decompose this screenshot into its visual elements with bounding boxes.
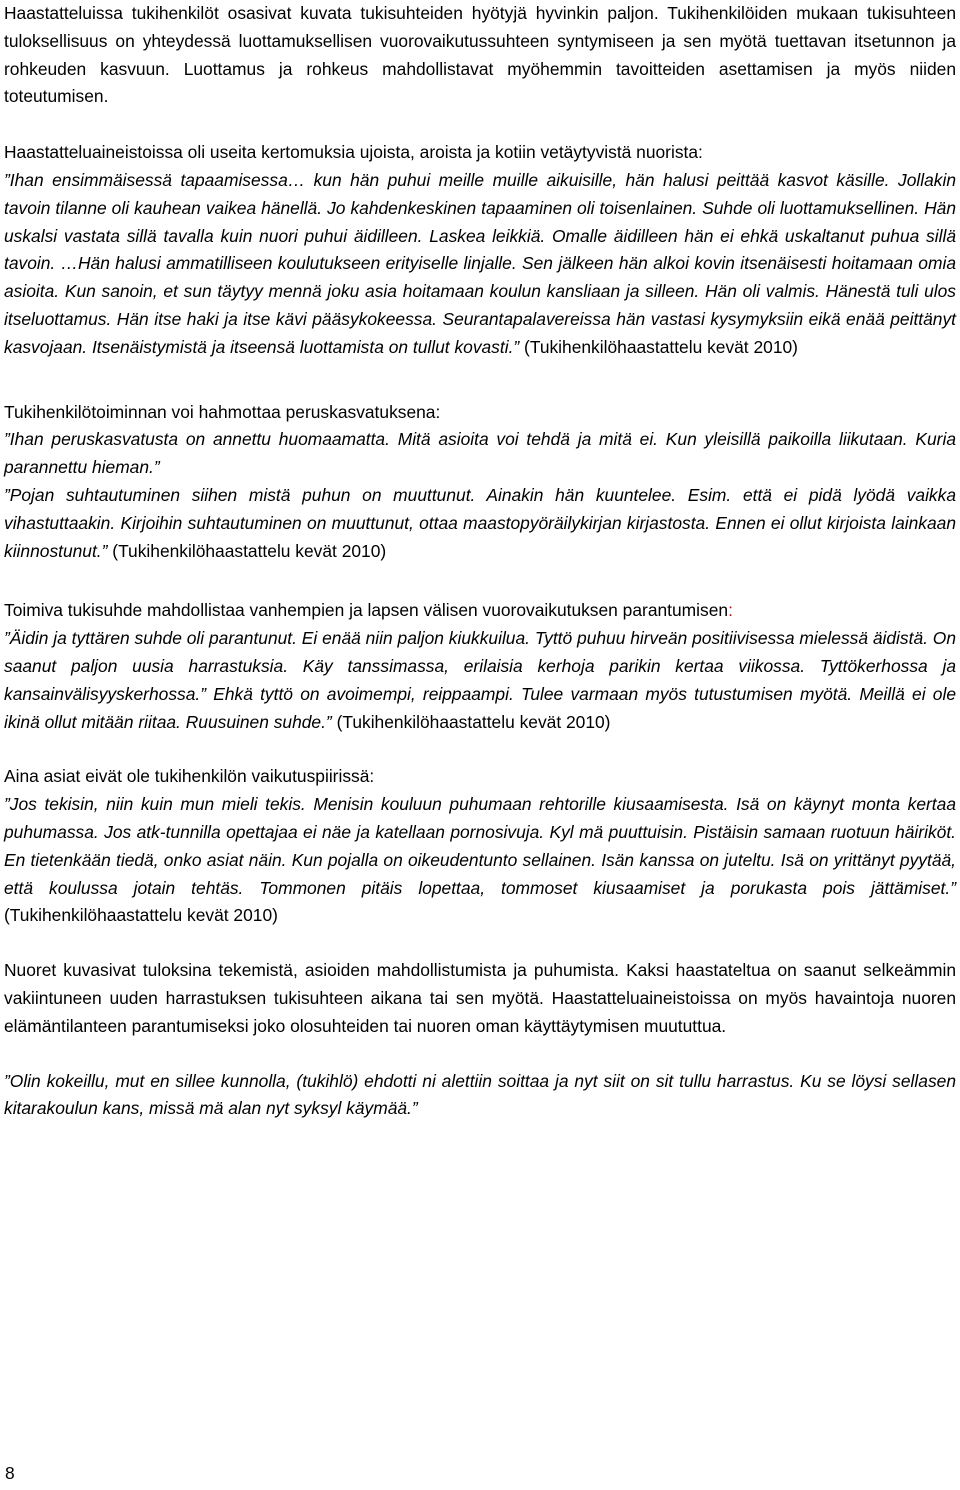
- quote-2b-text: ”Pojan suhtautuminen siihen mistä puhun on muuttunut. Ainakin hän kuuntelee. Esim. että ei pidä lyödä vaikka vihastuttaakin. Kirjoihin suhtautuminen on muuttunut, ottaa maastopyöräilykirjan kirjastosta. Ennen ei ollut kirjoista lainkaan kiinnostunut.”: [4, 484, 956, 561]
- paragraph-4: [4, 597, 956, 736]
- red-colon: :: [728, 600, 733, 621]
- paragraph-5-intro: Aina asiat eivät ole tukihenkilön vaikutuspiirissä:: [4, 766, 375, 787]
- quote-2b: [4, 482, 956, 565]
- quote-4-text: ”Jos tekisin, niin kuin mun mieli tekis. Menisin kouluun puhumaan rehtorille kiusaamisesta. Isä on käynyt monta kertaa puhumassa. Jos atk-tunnilla opettajaa ei näe ja katellaan pornosivuja. Kyl mä puuttuisin. Pistäisin samaan ruotuun häiriköt. En tietenkään tiedä, onko asiat näin. Kun pojalla on oikeudentunto sellainen. Isän kanssa on juteltu. Isä on yrittänyt pyytää, että koulussa jotain tehtäs. Tommonen pitäis lopettaa, tommoset kiusaamiset ja porukasta pois jättämiset.”: [4, 794, 956, 898]
- paragraph-4-intro: [4, 597, 956, 625]
- page-number: 8: [5, 1463, 15, 1483]
- paragraph-2: [4, 139, 956, 361]
- quote-1-source: (Tukihenkilöhaastattelu kevät 2010): [524, 336, 798, 357]
- paragraph-2-intro: Haastatteluaineistoissa oli useita kertomuksia ujoista, aroista ja kotiin vetäytyvistä nuorista:: [4, 142, 703, 163]
- quote-4: [4, 791, 956, 930]
- quote-3-text: ”Äidin ja tyttären suhde oli parantunut. Ei enää niin paljon kiukkuilua. Tyttö puhuu hirveän positiivisessa mielessä äidistä. On saanut paljon uusia harrastuksia. Käy tanssimassa, erilaisia kerhoja parikin kertaa viikossa. Tyttökerhossa ja kansainvälisyyskerhossa.” Ehkä tyttö on avoimempi, reippaampi. Tulee varmaan myös tutustumisen myötä. Meillä ei ole ikinä ollut mitään riitaa. Ruusuinen suhde.”: [4, 628, 956, 732]
- paragraph-3-intro: Tukihenkilötoiminnan voi hahmottaa peruskasvatuksena:: [4, 401, 441, 422]
- quote-1-text: ”Ihan ensimmäisessä tapaamisessa… kun hän puhui meille muille aikuisille, hän halusi peittää kasvot käsille. Jollakin tavoin tilanne oli kauhean vaikea hänellä. Jo kahdenkeskinen tapaaminen oli toisenlainen. Suhde oli luottamuksellinen. Hän uskalsi vastata sillä tavalla kuin nuori puhui äidilleen. Laskea leikkiä. Omalle äidilleen hän ei ehkä uskaltanut puhua sillä tavoin. …Hän halusi ammatilliseen koulutukseen erityiselle linjalle. Sen jälkeen hän alkoi kovin itsenäisesti hoitamaan omia asioita. Kun sanoin, et sun täytyy mennä joku asia hoitamaan koulun kansliaan ja silleen. Hän oli valmis. Hänestä tuli ulos itseluottamus. Hän itse haki ja itse kävi pääsykokeessa. Seurantapalavereissa hän vastasi kysymyksiin eikä enää peittänyt kasvojaan. Itsenäistymistä ja itseensä luottamista on tullut kovasti.”: [4, 169, 956, 357]
- paragraph-5: [4, 763, 956, 930]
- quote-1: [4, 167, 956, 362]
- quote-5: ”Olin kokeillu, mut en sillee kunnolla, (tukihlö) ehdotti ni alettiin soittaa ja nyt siit on sit tullu harrastus. Ku se löysi sellasen kitarakoulun kans, missä mä alan nyt syksyl käymää.”: [4, 1070, 956, 1119]
- paragraph-3: [4, 399, 956, 566]
- quote-3: [4, 625, 956, 736]
- quote-2a: ”Ihan peruskasvatusta on annettu huomaamatta. Mitä asioita voi tehdä ja mitä ei. Kun yleisillä paikoilla liikutaan. Kuria parannettu hieman.”: [4, 429, 956, 478]
- paragraph-6: Nuoret kuvasivat tuloksina tekemistä, asioiden mahdollistumista ja puhumista. Kaksi haastateltua on saanut selkeämmin vakiintuneen uuden harrastuksen tukisuhteen aikana tai sen myötä. Haastatteluaineistoissa on myös havaintoja nuoren elämäntilanteen parantumiseksi joko olosuhteiden tai nuoren oman käyttäytymisen muututtua.: [4, 960, 956, 1036]
- document-page: [4, 0, 956, 1123]
- quote-3-source: (Tukihenkilöhaastattelu kevät 2010): [336, 711, 611, 732]
- quote-4-source: (Tukihenkilöhaastattelu kevät 2010): [4, 905, 278, 926]
- paragraph-1: Haastatteluissa tukihenkilöt osasivat kuvata tukisuhteiden hyötyjä hyvinkin paljon. Tukihenkilöiden mukaan tukisuhteen tuloksellisuus on yhteydessä luottamuksellisen vuorovaikutussuhteen syntymiseen ja sen myötä tuettavan itsetunnon ja rohkeuden kasvuun. Luottamus ja rohkeus mahdollistavat myöhemmin tavoitteiden asettamisen ja myös niiden toteutumisen.: [4, 3, 956, 107]
- paragraph-4-intro-text: Toimiva tukisuhde mahdollistaa vanhempien ja lapsen välisen vuorovaikutuksen parantumisen: [4, 600, 729, 621]
- quote-2b-source: (Tukihenkilöhaastattelu kevät 2010): [112, 540, 387, 561]
